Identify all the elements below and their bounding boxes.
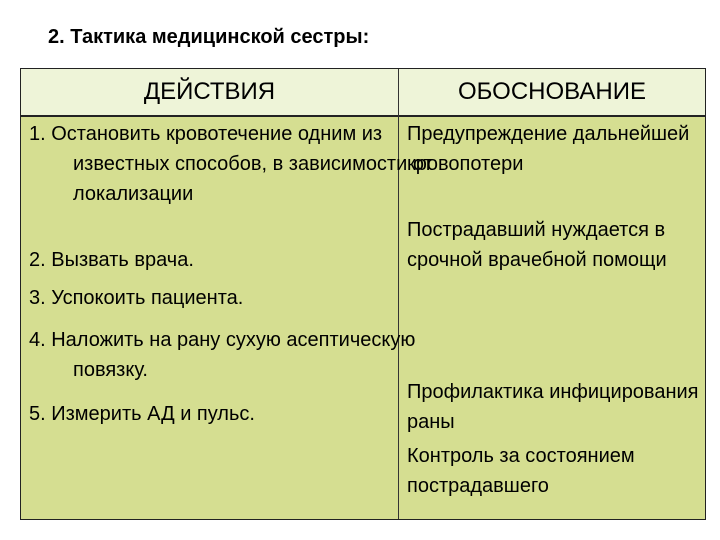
rationale-item-1: Предупреждение дальнейшей кровопотери <box>407 123 690 175</box>
action-item-5: 5. Измерить АД и пульс. <box>29 403 255 425</box>
rationale-item-3: Профилактика инфицирования раны <box>407 381 699 433</box>
page-title: 2. Тактика медицинской сестры: <box>48 26 370 48</box>
action-item-2: 2. Вызвать врача. <box>29 249 194 271</box>
header-rationale: ОБОСНОВАНИЕ <box>458 78 646 105</box>
tactics-table <box>20 68 706 520</box>
header-actions: ДЕЙСТВИЯ <box>143 78 276 105</box>
rationale-item-4: Контроль за состоянием пострадавшего <box>407 445 635 497</box>
action-item-3: 3. Успокоить пациента. <box>29 287 244 309</box>
action-item-4: 4. Наложить на рану сухую асептическую повязку. <box>29 329 416 381</box>
table-header-row <box>21 69 705 117</box>
rationale-item-2: Пострадавший нуждается в срочной врачебной помощи <box>407 219 667 271</box>
action-item-1: 1. Остановить кровотечение одним из известных способов, в зависимости от локализации <box>29 123 433 205</box>
